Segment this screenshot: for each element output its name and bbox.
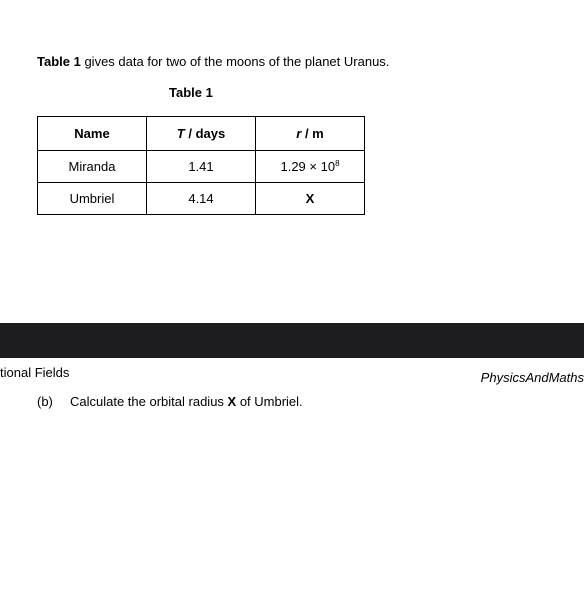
topic-header: tional Fields [0,365,70,380]
period-symbol: T [176,126,185,141]
moons-table [37,116,365,215]
cell-radius [256,151,365,183]
table-caption: Table 1 [169,85,213,100]
question-text [70,394,303,409]
table-header-row [38,117,365,151]
page-separator-band [0,323,584,358]
intro-table-ref: Table 1 [37,54,81,69]
table-row [38,183,365,215]
cell-period: 4.14 [147,183,256,215]
cell-period: 1.41 [147,151,256,183]
cell-name: Miranda [38,151,147,183]
period-unit: / days [184,126,226,141]
radius-symbol: r [296,126,302,141]
header-name: Name [38,117,147,151]
brand-header: PhysicsAndMaths [480,370,584,385]
radius-mantissa: 1.29 × 10 [280,159,336,174]
cell-name: Umbriel [38,183,147,215]
cell-radius-unknown: X [256,183,365,215]
radius-unit: / m [301,126,324,141]
intro-text [37,54,389,69]
header-radius [256,117,365,151]
table-row [38,151,365,183]
question-label: (b) [37,394,53,409]
radius-exponent: 8 [335,159,340,168]
question-text-symbol: X [227,394,237,409]
intro-rest: gives data for two of the moons of the planet Uranus. [80,54,390,69]
question-text-start: Calculate the orbital radius [70,394,228,409]
question-text-end: of Umbriel. [236,394,303,409]
header-period [147,117,256,151]
